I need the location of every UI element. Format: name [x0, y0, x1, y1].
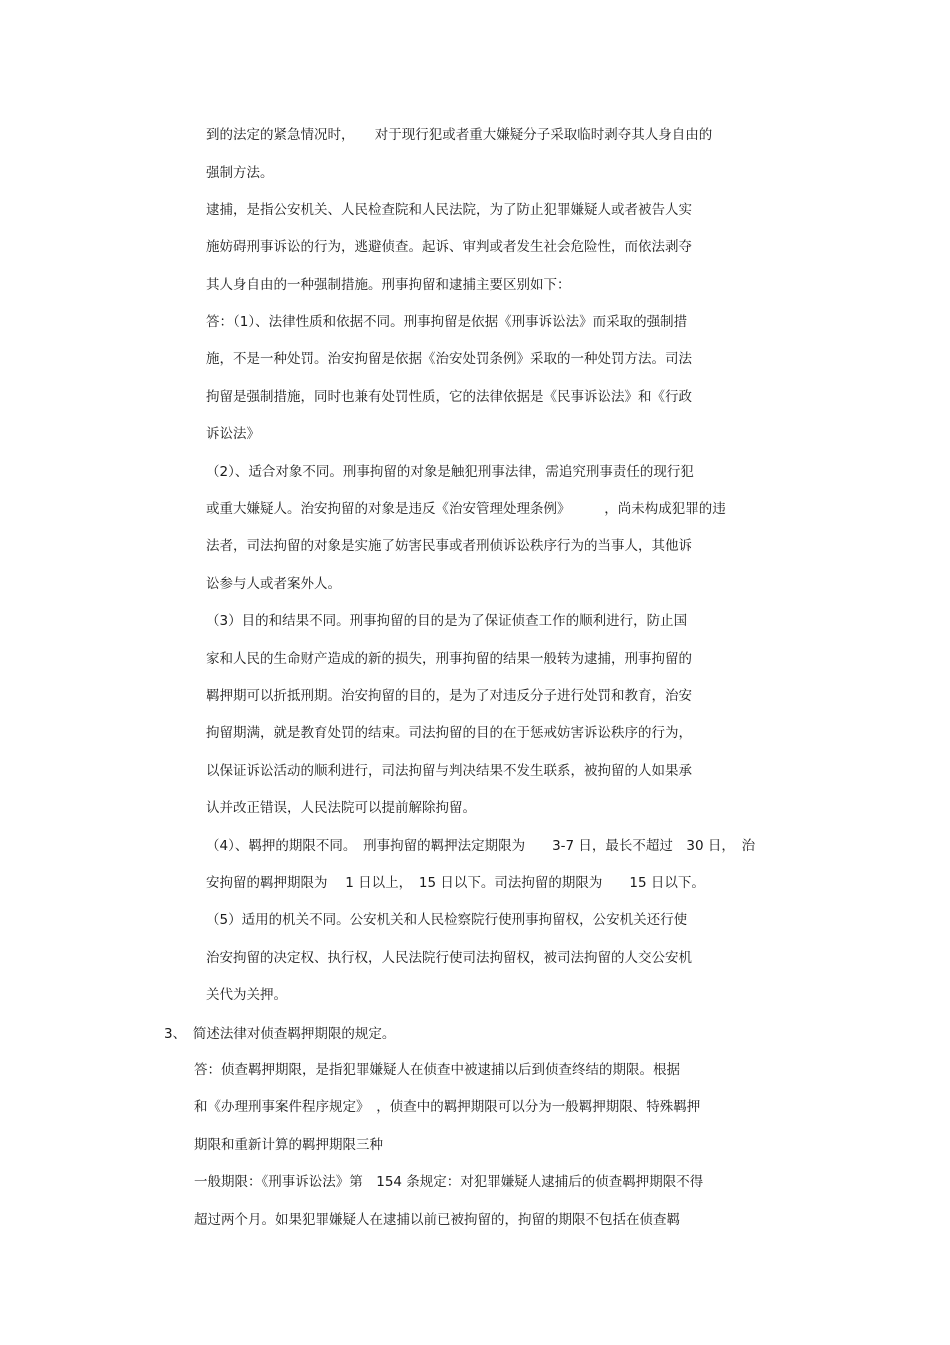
text-line: （5）适用的机关不同。公安机关和人民检察院行使刑事拘留权，公安机关还行使 — [206, 912, 688, 928]
text-line: 或重大嫌疑人。治安拘留的对象是违反《治安管理处理条例》 ，尚未构成犯罪的违 — [206, 501, 726, 517]
text-line: 逮捕，是指公安机关、人民检查院和人民法院，为了防止犯罪嫌疑人或者被告人实 — [206, 202, 692, 218]
text-line: 施妨碍刑事诉讼的行为，逃避侦查。起诉、审判或者发生社会危险性，而依法剥夺 — [206, 239, 692, 255]
text-line: 答：（1）、法律性质和依据不同。刑事拘留是依据《刑事诉讼法》而采取的强制措 — [206, 314, 688, 330]
text-line: 认并改正错误，人民法院可以提前解除拘留。 — [206, 800, 476, 816]
text-line: 家和人民的生命财产造成的新的损失，刑事拘留的结果一般转为逮捕，刑事拘留的 — [206, 651, 692, 667]
text-line: 和《办理刑事案件程序规定》 ，侦查中的羁押期限可以分为一般羁押期限、特殊羁押 — [194, 1099, 701, 1115]
text-line: 安拘留的羁押期限为 1 日以上， 15 日以下。司法拘留的期限为 15 日以下。 — [206, 875, 705, 891]
text-line: 羁押期可以折抵刑期。治安拘留的目的，是为了对违反分子进行处罚和教育，治安 — [206, 688, 692, 704]
text-line: （3）目的和结果不同。刑事拘留的目的是为了保证侦查工作的顺利进行，防止国 — [206, 613, 688, 629]
text-line: 法者，司法拘留的对象是实施了妨害民事或者刑侦诉讼秩序行为的当事人，其他诉 — [206, 538, 692, 554]
text-line: 到的法定的紧急情况时， 对于现行犯或者重大嫌疑分子采取临时剥夺其人身自由的 — [206, 127, 713, 143]
text-line: 拘留期满，就是教育处罚的结束。司法拘留的目的在于惩戒妨害诉讼秩序的行为， — [206, 725, 692, 741]
text-line: 诉讼法》 — [206, 426, 260, 442]
text-line: 其人身自由的一种强制措施。刑事拘留和逮捕主要区别如下： — [206, 277, 571, 293]
text-line: 讼参与人或者案外人。 — [206, 576, 341, 592]
text-line: 拘留是强制措施，同时也兼有处罚性质，它的法律依据是《民事诉讼法》和《行政 — [206, 389, 692, 405]
text-line: 以保证诉讼活动的顺利进行，司法拘留与判决结果不发生联系，被拘留的人如果承 — [206, 763, 692, 779]
text-line: （2）、适合对象不同。刑事拘留的对象是触犯刑事法律，需追究刑事责任的现行犯 — [206, 464, 694, 480]
section-heading: 3、 简述法律对侦查羁押期限的规定。 — [164, 1026, 396, 1042]
text-line: 关代为关押。 — [206, 987, 287, 1003]
text-line: 强制方法。 — [206, 165, 274, 181]
text-line: 一般期限：《刑事诉讼法》第 154 条规定：对犯罪嫌疑人逮捕后的侦查羁押期限不得 — [194, 1174, 704, 1190]
text-line: （4）、羁押的期限不同。 刑事拘留的羁押法定期限为 3-7 日，最长不超过 30 日， 治 — [206, 838, 756, 854]
text-line: 治安拘留的决定权、执行权，人民法院行使司法拘留权，被司法拘留的人交公安机 — [206, 950, 692, 966]
text-line: 答：侦查羁押期限，是指犯罪嫌疑人在侦查中被逮捕以后到侦查终结的期限。根据 — [194, 1062, 680, 1078]
text-line: 施，不是一种处罚。治安拘留是依据《治安处罚条例》采取的一种处罚方法。司法 — [206, 351, 692, 367]
text-line: 超过两个月。如果犯罪嫌疑人在逮捕以前已被拘留的，拘留的期限不包括在侦查羁 — [194, 1212, 680, 1228]
text-line: 期限和重新计算的羁押期限三种 — [194, 1137, 383, 1153]
